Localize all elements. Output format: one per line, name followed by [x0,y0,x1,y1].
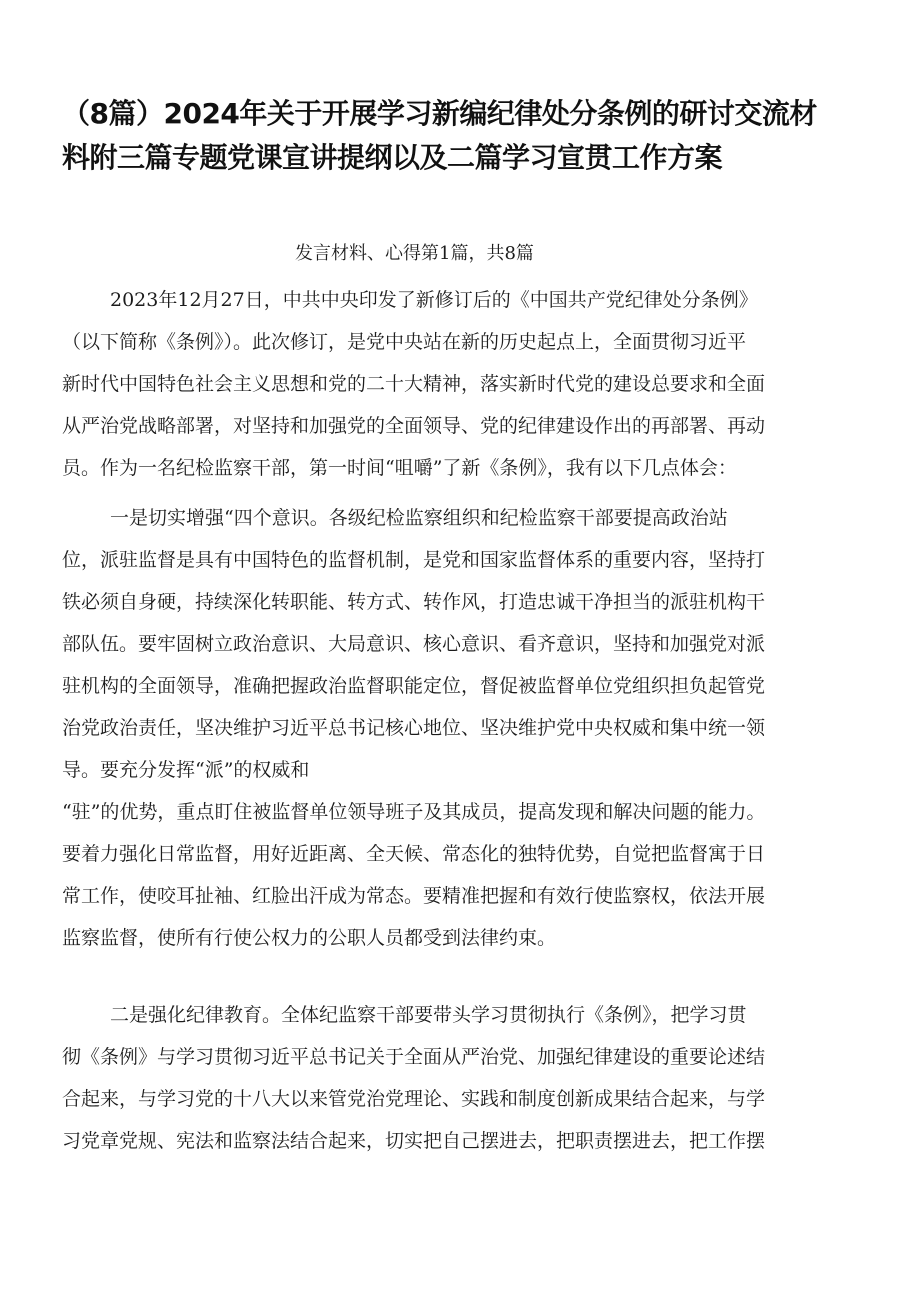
paragraph-2-line: 位，派驻监督是具有中国特色的监督机制，是党和国家监督体系的重要内容，坚持打 [62,549,766,571]
paragraph-1-line: 员。作为一名纪检监察干部，第一时间“咀嚼”了新《条例》，我有以下几点体会： [62,457,737,479]
paragraph-2-line: 监察监督，使所有行使公权力的公职人员都受到法律约束。 [62,927,557,949]
paragraph-2-line: 常工作，使咬耳扯袖、红脸出汗成为常态。要精准把握和有效行使监察权，依法开展 [62,885,766,907]
paragraph-3-line: 习党章党规、宪法和监察法结合起来，切实把自己摆进去，把职责摆进去，把工作摆 [62,1130,766,1152]
paragraph-2-line: 铁必须自身硬，持续深化转职能、转方式、转作风，打造忠诚干净担当的派驻机构干 [62,591,766,613]
paragraph-2-line: 要着力强化日常监督，用好近距离、全天候、常态化的独特优势，自觉把监督寓于日 [62,843,766,865]
paragraph-2-line: “驻”的优势，重点盯住被监督单位领导班子及其成员，提高发现和解决问题的能力。 [62,801,766,823]
paragraph-3-line: 合起来，与学习党的十八大以来管党治党理论、实践和制度创新成果结合起来，与学 [62,1088,766,1110]
document-title-line: （8篇）2024年关于开展学习新编纪律处分条例的研讨交流材 [62,97,817,130]
document-title [62,92,882,180]
document-title-line: 料附三篇专题党课宣讲提纲以及二篇学习宣贯工作方案 [62,141,723,174]
paragraph-3-line: 二是强化纪律教育。全体纪监察干部要带头学习贯彻执行《条例》，把学习贯 [110,1004,747,1026]
paragraph-1-line: 从严治党战略部署，对坚持和加强党的全面领导、党的纪律建设作出的再部署、再动 [62,415,766,437]
paragraph-2-line: 导。要充分发挥“派”的权威和 [62,759,310,781]
section-heading: 发言材料、心得第1篇，共8篇 [295,243,534,264]
paragraph-2-line: 部队伍。要牢固树立政治意识、大局意识、核心意识、看齐意识，坚持和加强党对派 [62,633,766,655]
paragraph-1-line: 2023年12月27日，中共中央印发了新修订后的《中国共产党纪律处分条例》 [110,289,758,311]
paragraph-2-line: 治党政治责任，坚决维护习近平总书记核心地位、坚决维护党中央权威和集中统一领 [62,717,766,739]
paragraph-1-line: 新时代中国特色社会主义思想和党的二十大精神，落实新时代党的建设总要求和全面 [62,373,766,395]
paragraph-2-line: 驻机构的全面领导，准确把握政治监督职能定位，督促被监督单位党组织担负起管党 [62,675,766,697]
paragraph-1-line: （以下简称《条例》）。此次修订，是党中央站在新的历史起点上，全面贯彻习近平 [62,331,747,353]
paragraph-3-line: 彻《条例》与学习贯彻习近平总书记关于全面从严治党、加强纪律建设的重要论述结 [62,1046,766,1068]
paragraph-2-line: 一是切实增强“四个意识。各级纪检监察组织和纪检监察干部要提高政治站 [110,507,728,529]
